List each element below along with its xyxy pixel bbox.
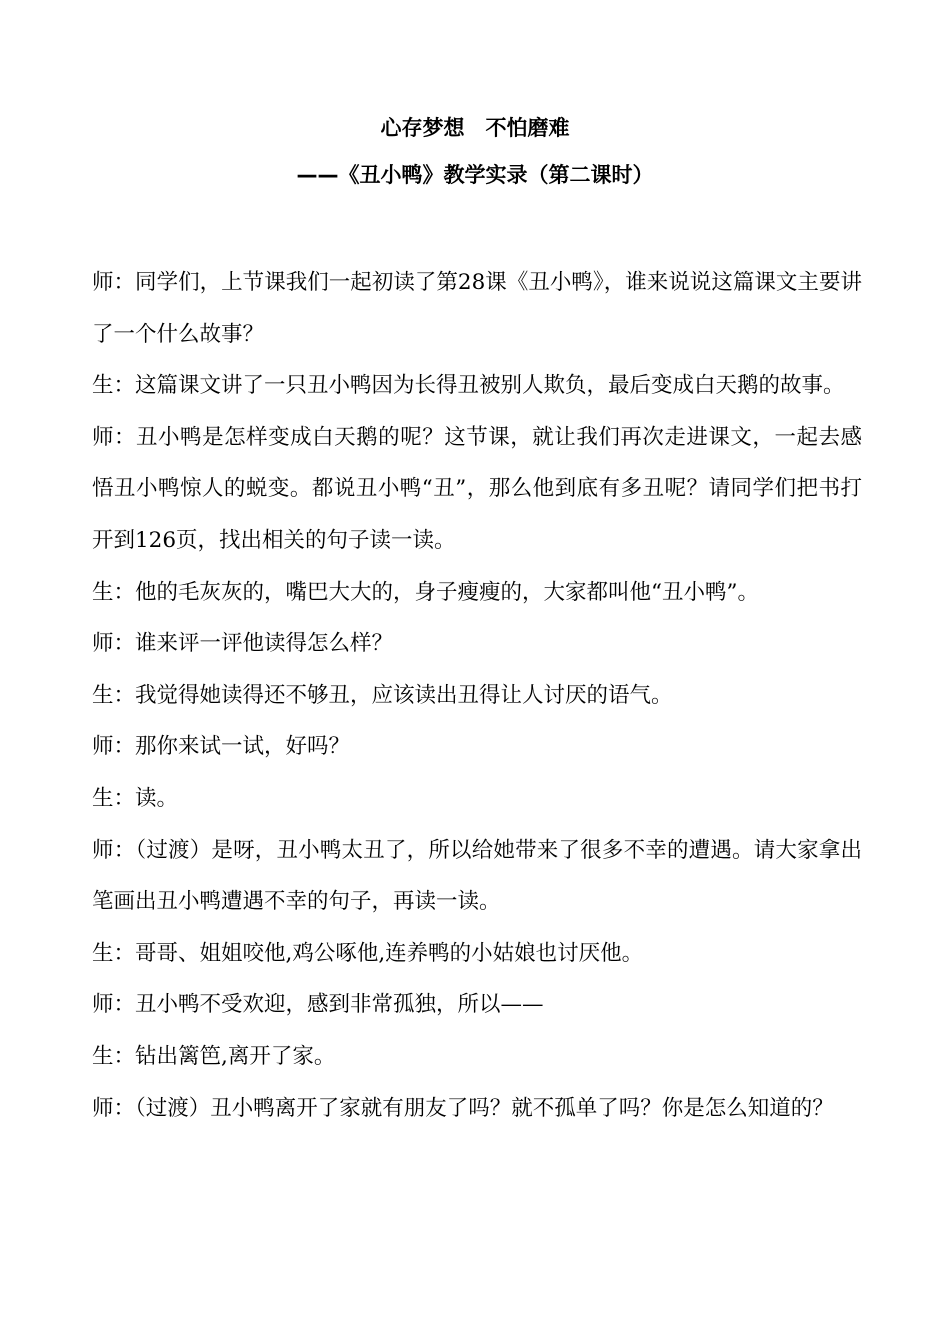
dialogue-paragraph: 师：（过渡）是呀，丑小鸭太丑了，所以给她带来了很多不幸的遭遇。请大家拿出笔画出丑小鸭遭遇不幸的句子，再读一读。 — [92, 837, 862, 915]
dialogue-paragraph: 师：丑小鸭是怎样变成白天鹅的呢？这节课，就让我们再次走进课文，一起去感悟丑小鸭惊人的蜕变。都说丑小鸭“丑”，那么他到底有多丑呢？请同学们把书打开到126页，找出相关的句子读一读。 — [92, 424, 862, 553]
dialogue-paragraph: 师：（过渡）丑小鸭离开了家就有朋友了吗？就不孤单了吗？你是怎么知道的？ — [92, 1095, 834, 1121]
dialogue-paragraph: 生：这篇课文讲了一只丑小鸭因为长得丑被别人欺负，最后变成白天鹅的故事。 — [92, 373, 845, 399]
dialogue-paragraph: 师：谁来评一评他读得怎么样？ — [92, 631, 394, 657]
document-title: 心存梦想 不怕磨难 — [380, 116, 570, 140]
transcript-body — [92, 257, 862, 1134]
dialogue-paragraph: 生：读。 — [92, 785, 179, 811]
dialogue-paragraph: 师：同学们，上节课我们一起初读了第28课《丑小鸭》，谁来说说这篇课文主要讲了一个什么故事？ — [92, 270, 862, 347]
dialogue-paragraph: 生：钻出篱笆,离开了家。 — [92, 1043, 336, 1069]
dialogue-paragraph: 师：丑小鸭不受欢迎，感到非常孤独，所以—— — [92, 992, 544, 1018]
document-subtitle: ——《丑小鸭》教学实录（第二课时） — [296, 163, 654, 187]
dialogue-paragraph: 师：那你来试一试，好吗？ — [92, 734, 351, 760]
dialogue-paragraph: 生：哥哥、姐姐咬他,鸡公啄他,连养鸭的小姑娘也讨厌他。 — [92, 940, 644, 966]
dialogue-paragraph: 生：我觉得她读得还不够丑，应该读出丑得让人讨厌的语气。 — [92, 682, 673, 708]
dialogue-paragraph: 生：他的毛灰灰的，嘴巴大大的，身子瘦瘦的，大家都叫他“丑小鸭”。 — [92, 579, 759, 605]
